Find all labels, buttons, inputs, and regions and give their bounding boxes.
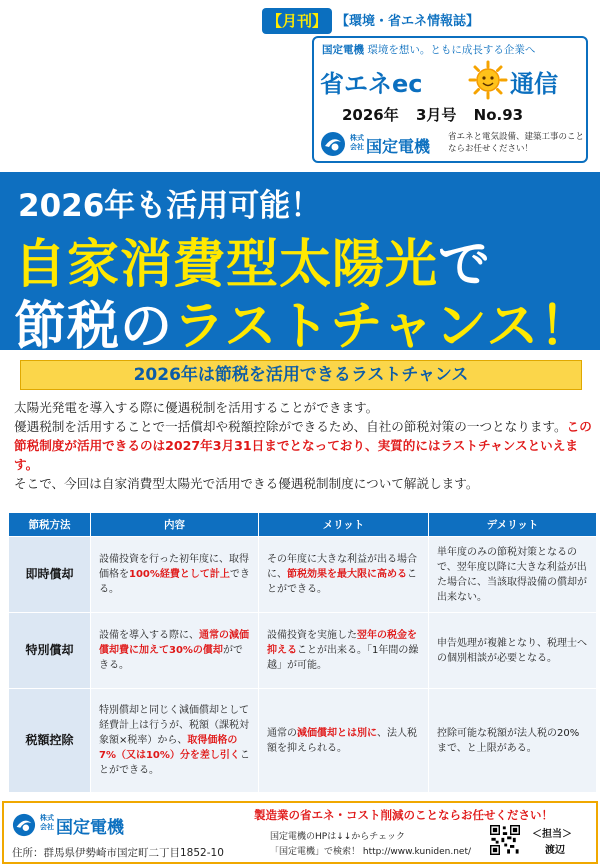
issue-line — [342, 104, 535, 125]
table-cell-merit: 設備投資を実施した翌年の税金を抑えることが出来る。「1年間の繰越」が可能。 — [259, 613, 429, 689]
intro-paragraph-2-highlight: この節税制度が活用できるのは2027年3月31日までとなっており、実質的にはラストチャンスといえます。 — [14, 419, 592, 472]
qr-code-icon[interactable] — [490, 825, 520, 855]
table-row — [9, 537, 597, 613]
newsletter-title-box — [312, 36, 588, 163]
hero-line-2-white: で — [438, 235, 492, 295]
intro-text — [14, 398, 592, 493]
logo-description: 省エネと電気設備、建築工事のことならお任せください！ — [448, 132, 585, 154]
table-row — [9, 689, 597, 793]
footer-company-name: 国定電機 — [56, 818, 124, 838]
newsletter-title-right: 通信 — [510, 70, 558, 98]
footer-hp-link[interactable]: 「国定電機」で検索！ http://www.kuniden.net/ — [270, 847, 472, 857]
intro-paragraph-1: 太陽光発電を導入する際に優遇税制を活用することができます。 — [14, 400, 379, 415]
footer-person-label: ＜担当＞ — [532, 829, 572, 840]
company-logo-icon — [320, 131, 346, 157]
newsletter-title — [320, 60, 582, 100]
table-cell-content: 設備を導入する際に、通常の減価償却費に加えて30%の償却ができる。 — [91, 613, 259, 689]
table-header-merit: メリット — [259, 513, 429, 537]
hero-line-3-white: 節税の — [14, 297, 174, 357]
hero-line-1: 2026年も活用可能！ — [18, 188, 322, 224]
footer-kaisha: 株式会社 — [40, 814, 54, 831]
table-header-method: 節税方法 — [9, 513, 91, 537]
company-logo-icon — [12, 813, 36, 837]
section-banner — [20, 360, 582, 390]
hero-line-3-yellow: ラストチャンス！ — [173, 297, 593, 357]
table-cell-method: 特別償却 — [9, 613, 91, 689]
table-cell-method: 税額控除 — [9, 689, 91, 793]
table-cell-demerit: 単年度のみの節税対策となるので、翌年度以降に大きな利益が出た場合に、当該取得設備の償却が出来ない。 — [429, 537, 597, 613]
table-cell-merit: 通常の減価償却とは別に、法人税額を抑えられる。 — [259, 689, 429, 793]
issue-number: No.93 — [473, 106, 524, 124]
logo-company-name: 国定電機 — [366, 137, 431, 156]
table-cell-method: 即時償却 — [9, 537, 91, 613]
table-row — [9, 613, 597, 689]
hero-banner — [0, 172, 600, 357]
footer-hp-line-1: 国定電機のHPは↓↓からチェック — [270, 832, 406, 842]
footer-slogan: 製造業の省エネ・コスト削減のことならお任せください！ — [254, 808, 553, 822]
table-cell-demerit: 申告処理が複雑となり、税理士への個別相談が必要となる。 — [429, 613, 597, 689]
header — [0, 0, 600, 168]
tagline-text: 環境を想い。ともに成長する企業へ — [367, 44, 536, 56]
intro-paragraph-2 — [14, 417, 592, 474]
issue-month: 3月号 — [415, 106, 457, 124]
intro-paragraph-3: そこで、今回は自家消費型太陽光で活用できる優遇税制制度について解説します。 — [14, 476, 479, 491]
monthly-badge: 【月刊】 — [262, 8, 332, 34]
company-logo-row — [320, 128, 585, 160]
issue-year: 2026年 — [342, 106, 399, 124]
table-cell-content: 設備投資を行った初年度に、取得価格を100%経費として計上できる。 — [91, 537, 259, 613]
magazine-type: 【環境・省エネ情報誌】 — [336, 14, 480, 29]
hero-line-2-yellow: 自家消費型太陽光 — [14, 235, 439, 295]
tagline — [322, 42, 535, 57]
tagline-company: 国定電機 — [322, 44, 364, 56]
logo-kaisha: 株式会社 — [350, 134, 364, 151]
footer-address: 住所：群馬県伊勢崎市国定町二丁目1852-10 — [12, 847, 224, 859]
table-cell-demerit: 控除可能な税額が法人税の20%まで、と上限がある。 — [429, 689, 597, 793]
sun-icon — [468, 60, 508, 100]
table-header-demerit: デメリット — [429, 513, 597, 537]
table-header-row — [9, 513, 597, 537]
section-banner-text: 2026年は節税を活用できるラストチャンス — [133, 365, 469, 385]
table-header-content: 内容 — [91, 513, 259, 537]
hero-line-3 — [14, 284, 592, 359]
tax-method-table — [8, 512, 597, 793]
intro-paragraph-2-text: 優遇税制を活用することで一括償却や税額控除ができるため、自社の節税対策の一つとなります。 — [14, 419, 567, 434]
newsletter-title-left: 省エネec — [320, 70, 423, 98]
footer — [2, 801, 598, 864]
table-cell-content: 特別償却と同じく減価償却として経費計上は行うが、税額（課税対象額×税率）から、取得価格の7%（又は10%）分を差し引くことができる。 — [91, 689, 259, 793]
table-cell-merit: その年度に大きな利益が出る場合に、節税効果を最大限に高めることができる。 — [259, 537, 429, 613]
footer-person-name: 渡辺 — [545, 845, 565, 856]
